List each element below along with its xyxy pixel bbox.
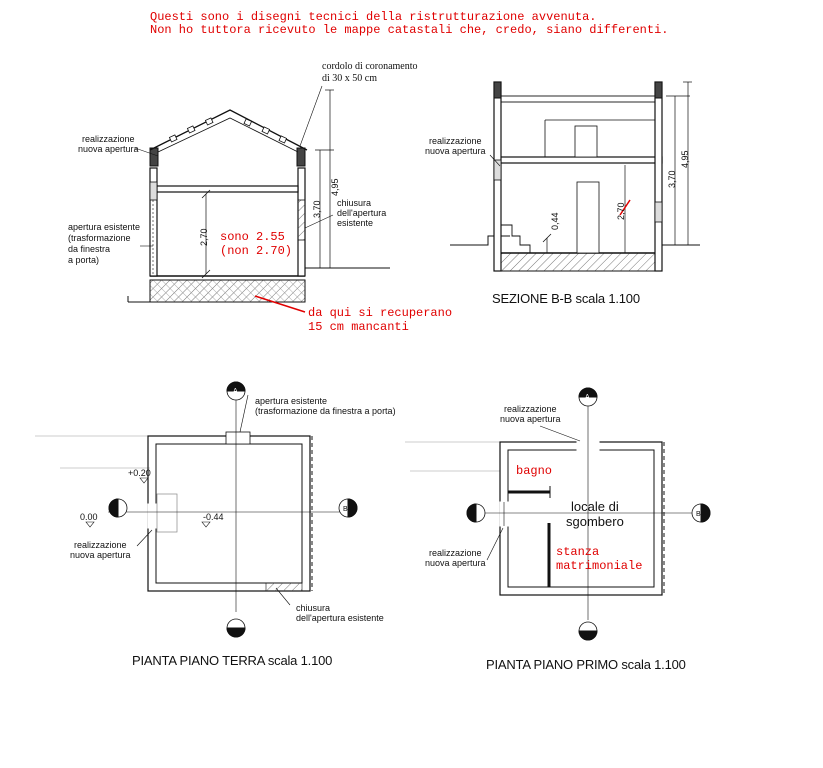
level-044: -0.44: [203, 512, 224, 522]
section-a-drawing: [128, 86, 390, 302]
room-stanza-matrimoniale: stanza matrimoniale: [556, 545, 643, 573]
closure-label-plan: chiusura dell'apertura esistente: [296, 603, 384, 623]
new-opening-label-a: realizzazione nuova apertura: [78, 134, 139, 154]
marker-a-first: A: [585, 394, 590, 401]
new-opening-label-b: realizzazione nuova apertura: [425, 136, 486, 156]
existing-opening-label-a: apertura esistente (trasformazione da finestra a porta): [68, 222, 141, 265]
existing-opening-label-plan: apertura esistente (trasformazione da finestra a porta): [255, 396, 396, 416]
header-note-line2: Non ho tuttora ricevuto le mappe catastali che, credo, siano differenti.: [150, 23, 669, 37]
new-opening-top-label: realizzazione nuova apertura: [500, 404, 561, 424]
dim-270-b: 2,70: [616, 202, 626, 220]
plan-first-title: PIANTA PIANO PRIMO scala 1.100: [486, 657, 686, 672]
red-recovery-note: da qui si recuperano 15 cm mancanti: [308, 306, 453, 334]
section-b-title: SEZIONE B-B scala 1.100: [492, 291, 640, 306]
room-locale-sgombero: locale di sgombero: [566, 499, 624, 529]
section-b-drawing: [450, 82, 700, 271]
cordolo-label: cordolo di coronamento: [322, 61, 418, 72]
dim-370-a: 3,70: [312, 200, 322, 218]
marker-b2: B': [343, 506, 350, 513]
marker-b-first: B: [472, 511, 477, 518]
marker-a: A: [233, 388, 238, 395]
dim-270-a: 2,70: [199, 228, 209, 246]
plan-first-drawing: [405, 388, 710, 640]
closure-label-a: chiusura dell'apertura esistente: [337, 198, 387, 228]
plan-ground-title: PIANTA PIANO TERRA scala 1.100: [132, 653, 333, 668]
level-000: 0.00: [80, 512, 98, 522]
cordolo-size-label: di 30 x 50 cm: [322, 73, 377, 84]
room-bagno: bagno: [516, 464, 553, 478]
marker-b2-first: B': [696, 511, 703, 518]
marker-b: B: [114, 506, 119, 513]
dim-495-a: 4,95: [330, 178, 340, 196]
marker-a2-first: A': [583, 634, 590, 641]
new-opening-left-label: realizzazione nuova apertura: [425, 548, 486, 568]
marker-a2: A': [231, 631, 238, 638]
red-height-note: sono 2.55 (non 2.70): [220, 230, 293, 258]
header-note-line1: Questi sono i disegni tecnici della ristrutturazione avvenuta.: [150, 10, 597, 24]
new-opening-label-plan: realizzazione nuova apertura: [70, 540, 131, 560]
level-020: +0.20: [128, 468, 151, 478]
dim-044-b: 0,44: [550, 212, 560, 230]
plan-ground-drawing: [35, 382, 357, 637]
dim-495-b: 4,95: [680, 150, 690, 168]
dim-370-b: 3,70: [667, 170, 677, 188]
